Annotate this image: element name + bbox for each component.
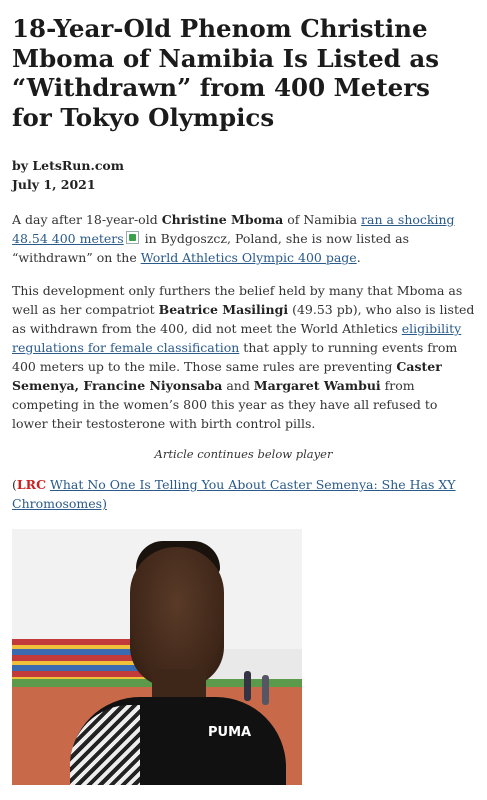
name-margaret-wambui: Margaret Wambui: [253, 378, 381, 393]
lrc-related-link: (LRC What No One Is Telling You About Caster Semenya: She Has XY Chromosomes): [12, 477, 456, 511]
publish-date: July 1, 2021: [12, 177, 96, 192]
puma-logo: PUMA: [208, 725, 252, 740]
lrc-tag: LRC: [16, 477, 47, 492]
paragraph-2: This development only furthers the belief held by many that Mboma as well as her compatriot Beatrice Masilingi (49.53 pb), who also is listed as withdrawn from the 400, did not meet the World Athletics eligibility regulations for female classification that apply to running events from 400 meters up to the mile. Those same rules are preventing Caster Semenya, Francine Niyonsaba and Margaret Wambui from competing in the women’s 800 this year as they have all refused to lower their testosterone with birth control pills.: [12, 283, 475, 431]
link-ran-shocking-400[interactable]: ran a shocking 48.54 400 meters: [12, 212, 455, 246]
name-semenya-niyonsaba: Caster Semenya, Francine Niyonsaba: [12, 359, 442, 393]
link-eligibility-regulations[interactable]: eligibility regulations for female classification: [12, 321, 462, 355]
player-caption: Article continues below player: [154, 447, 333, 461]
link-world-athletics-400-page[interactable]: World Athletics Olympic 400 page: [140, 250, 357, 265]
background-runner: [262, 675, 269, 705]
athlete-face: [130, 547, 224, 687]
video-player[interactable]: [12, 529, 302, 785]
name-beatrice-masilingi: Beatrice Masilingi: [158, 302, 289, 317]
byline: by LetsRun.com: [12, 158, 124, 173]
paragraph-1: A day after 18-year-old Christine Mboma of Namibia ran a shocking 48.54 400 meters in Bydgoszcz, Poland, she is now listed as “withdrawn” on the World Athletics Olympic 400 page.: [12, 212, 455, 265]
background-runner: [244, 671, 251, 701]
name-christine-mboma: Christine Mboma: [161, 212, 284, 227]
link-caster-semenya-xy[interactable]: What No One Is Telling You About Caster Semenya: She Has XY Chromosomes): [12, 477, 456, 511]
green-square-icon: [126, 231, 139, 244]
article-title: 18-Year-Old Phenom Christine Mboma of Namibia Is Listed as “Withdrawn” from 400 Meters for Tokyo Olympics: [12, 14, 440, 132]
